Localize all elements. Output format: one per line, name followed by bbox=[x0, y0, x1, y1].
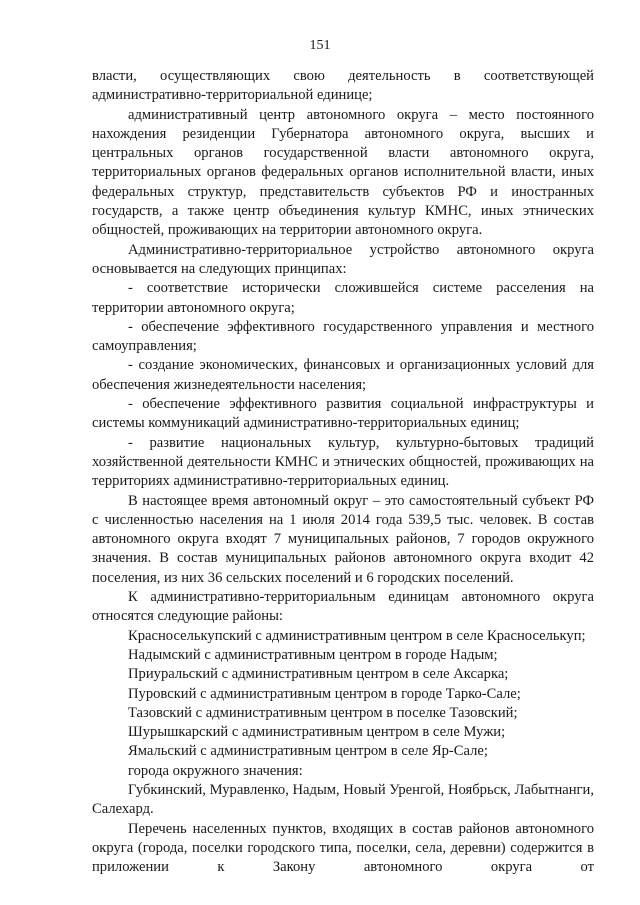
body-text bbox=[92, 67, 594, 877]
principle-item: - обеспечение эффективного государственного управления и местного самоуправления; bbox=[92, 318, 594, 355]
district-item: Пуровский с административным центром в городе Тарко-Сале; bbox=[128, 685, 521, 702]
paragraph-settlements: Перечень населенных пунктов, входящих в состав районов автономного округа (города, поселки городского типа, поселки, села, деревни) содержится в приложении к Закону автономного округа от bbox=[92, 820, 594, 876]
paragraph-principles-intro: Административно-территориальное устройство автономного округа основывается на следующих принципах: bbox=[92, 241, 594, 277]
principle-item: - соответствие исторически сложившейся системе расселения на территории автономного округа; bbox=[92, 280, 594, 316]
district-item: Шурышкарский с административным центром в селе Мужи; bbox=[128, 724, 506, 741]
paragraph-admin-center: административный центр автономного округа – место постоянного нахождения резиденции Губернатора автономного округа, высших и центральных органов государственной власти автономного округа, территориальных органов федеральных органов исполнительной власти, иных федеральных структур, представительств субъектов РФ и иностранных государств, а также центр объединения культур КМНС, иных этнических общностей, проживающих на территории автономного округа. bbox=[92, 106, 594, 239]
cities-heading: города окружного значения: bbox=[128, 762, 303, 779]
district-item: Красноселькупский с административным центром в селе Красноселькуп; bbox=[128, 627, 586, 644]
paragraph-districts-intro: К административно-территориальным единицам автономного округа относятся следующие районы: bbox=[92, 589, 594, 625]
paragraph-continuation: власти, осуществляющих свою деятельность в соответствующей административно-территориальной единице; bbox=[92, 68, 594, 104]
principle-item: - развитие национальных культур, культурно-бытовых традиций хозяйственной деятельности КМНС и этнических общностей, проживающих на территориях административно-территориальных единиц. bbox=[92, 434, 594, 490]
district-item: Надымский с административным центром в городе Надым; bbox=[128, 646, 498, 663]
page-number: 151 bbox=[309, 38, 331, 53]
district-item: Ямальский с административным центром в селе Яр-Сале; bbox=[128, 743, 488, 760]
principle-item: - создание экономических, финансовых и организационных условий для обеспечения жизнедеятельности населения; bbox=[92, 357, 594, 393]
district-item: Приуральский с административным центром в селе Аксарка; bbox=[128, 666, 509, 683]
principle-item: - обеспечение эффективного развития социальной инфраструктуры и системы коммуникаций административно-территориальных единиц; bbox=[92, 396, 594, 432]
paragraph-population: В настоящее время автономный округ – это самостоятельный субъект РФ с численностью населения на 1 июля 2014 года 539,5 тыс. человек. В состав автономного округа входят 7 муниципальных районов, 7 городов окружного значения. В состав муниципальных районов автономного округа входит 42 поселения, из них 36 сельских поселений и 6 городских поселений. bbox=[92, 492, 594, 586]
cities-list: Губкинский, Муравленко, Надым, Новый Уренгой, Ноябрьск, Лабытнанги, Салехард. bbox=[92, 781, 594, 818]
district-item: Тазовский с административным центром в поселке Тазовский; bbox=[128, 704, 518, 721]
